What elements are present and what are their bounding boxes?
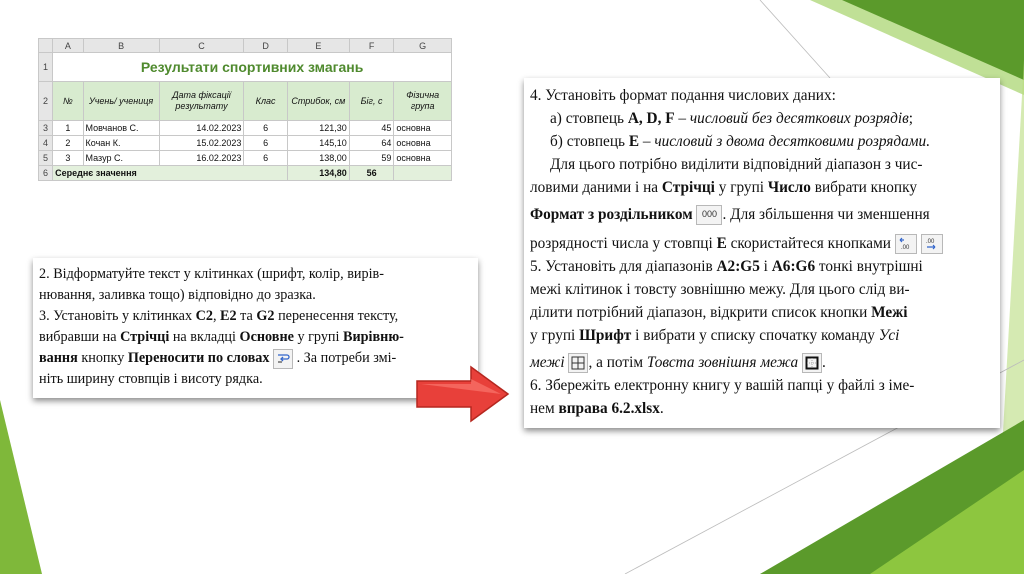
cell: 145,10 bbox=[287, 136, 349, 151]
cell: 16.02.2023 bbox=[159, 151, 244, 166]
average-jump: 134,80 bbox=[287, 166, 349, 181]
thick-outside-border-icon bbox=[802, 353, 822, 373]
text-line: вання кнопку Переносити по словах . За потреби змі- bbox=[39, 348, 478, 369]
header-cell: Стрибок, см bbox=[287, 82, 349, 121]
text-line: 4. Установіть формат подання числових даних: bbox=[530, 87, 836, 104]
cell: 45 bbox=[349, 121, 394, 136]
cell: 6 bbox=[244, 136, 287, 151]
sheet-title: Результати спортивних змагань bbox=[53, 53, 452, 82]
row-number: 1 bbox=[39, 53, 53, 82]
col-letter: B bbox=[83, 39, 159, 53]
cell: 6 bbox=[244, 121, 287, 136]
col-letter: E bbox=[287, 39, 349, 53]
wrap-text-icon bbox=[273, 349, 293, 369]
text-line: нювання, заливка тощо) відповідно до зразка. bbox=[39, 287, 316, 303]
cell: Мазур С. bbox=[83, 151, 159, 166]
text-line: 6. Збережіть електронну книгу у вашій папці у файлі з іме- bbox=[530, 377, 915, 394]
col-letter: F bbox=[349, 39, 394, 53]
text-line: б) стовпець E – числовий з двома десятковими розрядами. bbox=[550, 133, 931, 150]
cell: 2 bbox=[53, 136, 83, 151]
text-line: 3. Установіть у клітинках C2, E2 та G2 перенесення тексту, bbox=[39, 308, 399, 324]
text-line: ділити потрібний діапазон, відкрити список кнопки Межі bbox=[530, 304, 908, 321]
text-line: 2. Відформатуйте текст у клітинках (шрифт, колір, вирів- bbox=[39, 266, 384, 282]
table-row bbox=[39, 151, 452, 166]
cell: основна bbox=[394, 151, 452, 166]
text-line: межі клітинок і товсту зовнішню межу. Для цього слід ви- bbox=[530, 281, 910, 298]
cell: 121,30 bbox=[287, 121, 349, 136]
arrow-right-icon bbox=[415, 365, 510, 423]
cell: 59 bbox=[349, 151, 394, 166]
cell: 64 bbox=[349, 136, 394, 151]
average-row bbox=[39, 166, 452, 181]
svg-text:.00: .00 bbox=[900, 245, 910, 252]
row-number: 3 bbox=[39, 121, 53, 136]
col-letter: G bbox=[394, 39, 452, 53]
cell: основна bbox=[394, 136, 452, 151]
text-line: вибравши на Стрічці на вкладці Основне у групі Вирівню- bbox=[39, 329, 404, 345]
text-line: 5. Установіть для діапазонів A2:G5 і A6:G6 тонкі внутрішні bbox=[530, 258, 923, 275]
header-cell: Клас bbox=[244, 82, 287, 121]
row-number: 6 bbox=[39, 166, 53, 181]
deco-green-left bbox=[0, 400, 42, 574]
average-label: Середнє значення bbox=[53, 166, 288, 181]
empty-cell bbox=[394, 166, 452, 181]
column-letters-row bbox=[39, 39, 452, 53]
table-row bbox=[39, 121, 452, 136]
col-letter: A bbox=[53, 39, 83, 53]
col-letter: D bbox=[244, 39, 287, 53]
header-cell: Біг, с bbox=[349, 82, 394, 121]
increase-decimal-icon bbox=[895, 234, 917, 254]
header-row bbox=[39, 82, 452, 121]
row-number: 2 bbox=[39, 82, 53, 121]
instructions-card-left bbox=[33, 258, 478, 398]
cell: 1 bbox=[53, 121, 83, 136]
col-letter: C bbox=[159, 39, 244, 53]
cell: 6 bbox=[244, 151, 287, 166]
cell: 15.02.2023 bbox=[159, 136, 244, 151]
header-cell: Дата фіксації результату bbox=[159, 82, 244, 121]
svg-text:.00: .00 bbox=[925, 239, 934, 246]
header-cell: Учень/ учениця bbox=[83, 82, 159, 121]
average-run: 56 bbox=[349, 166, 394, 181]
table-row bbox=[39, 136, 452, 151]
text-line: Формат з роздільником 000 . Для збільшення чи зменшення bbox=[530, 203, 994, 226]
cell: 138,00 bbox=[287, 151, 349, 166]
text-line: ніть ширину стовпців і висоту рядка. bbox=[39, 371, 263, 387]
text-line: розрядності числа у стовпці E скористайтеся кнопками .00 .00 bbox=[530, 232, 994, 255]
instructions-card-right bbox=[524, 78, 1000, 428]
cell: Мовчанов С. bbox=[83, 121, 159, 136]
title-row bbox=[39, 53, 452, 82]
row-number: 5 bbox=[39, 151, 53, 166]
header-cell: Фізична група bbox=[394, 82, 452, 121]
cell: 14.02.2023 bbox=[159, 121, 244, 136]
comma-style-icon: 000 bbox=[696, 205, 722, 225]
text-line: нем вправа 6.2.xlsx. bbox=[530, 400, 664, 417]
deco-thin-line-top bbox=[760, 0, 830, 78]
spreadsheet-image bbox=[38, 38, 452, 190]
corner-cell bbox=[39, 39, 53, 53]
text-line: Для цього потрібно виділити відповідний діапазон з чис- bbox=[550, 156, 923, 173]
decrease-decimal-icon bbox=[921, 234, 943, 254]
all-borders-icon bbox=[568, 353, 588, 373]
text-line: а) стовпець A, D, F – числовий без десяткових розрядів; bbox=[550, 110, 914, 127]
cell: Кочан К. bbox=[83, 136, 159, 151]
row-number: 4 bbox=[39, 136, 53, 151]
text-line: межі , а потім Товста зовнішня межа . bbox=[530, 351, 994, 374]
text-line: ловими даними і на Стрічці у групі Число вибрати кнопку bbox=[530, 179, 917, 196]
header-cell: № bbox=[53, 82, 83, 121]
cell: основна bbox=[394, 121, 452, 136]
cell: 3 bbox=[53, 151, 83, 166]
text-line: у групі Шрифт і вибрати у списку спочатку команду Усі bbox=[530, 327, 900, 344]
